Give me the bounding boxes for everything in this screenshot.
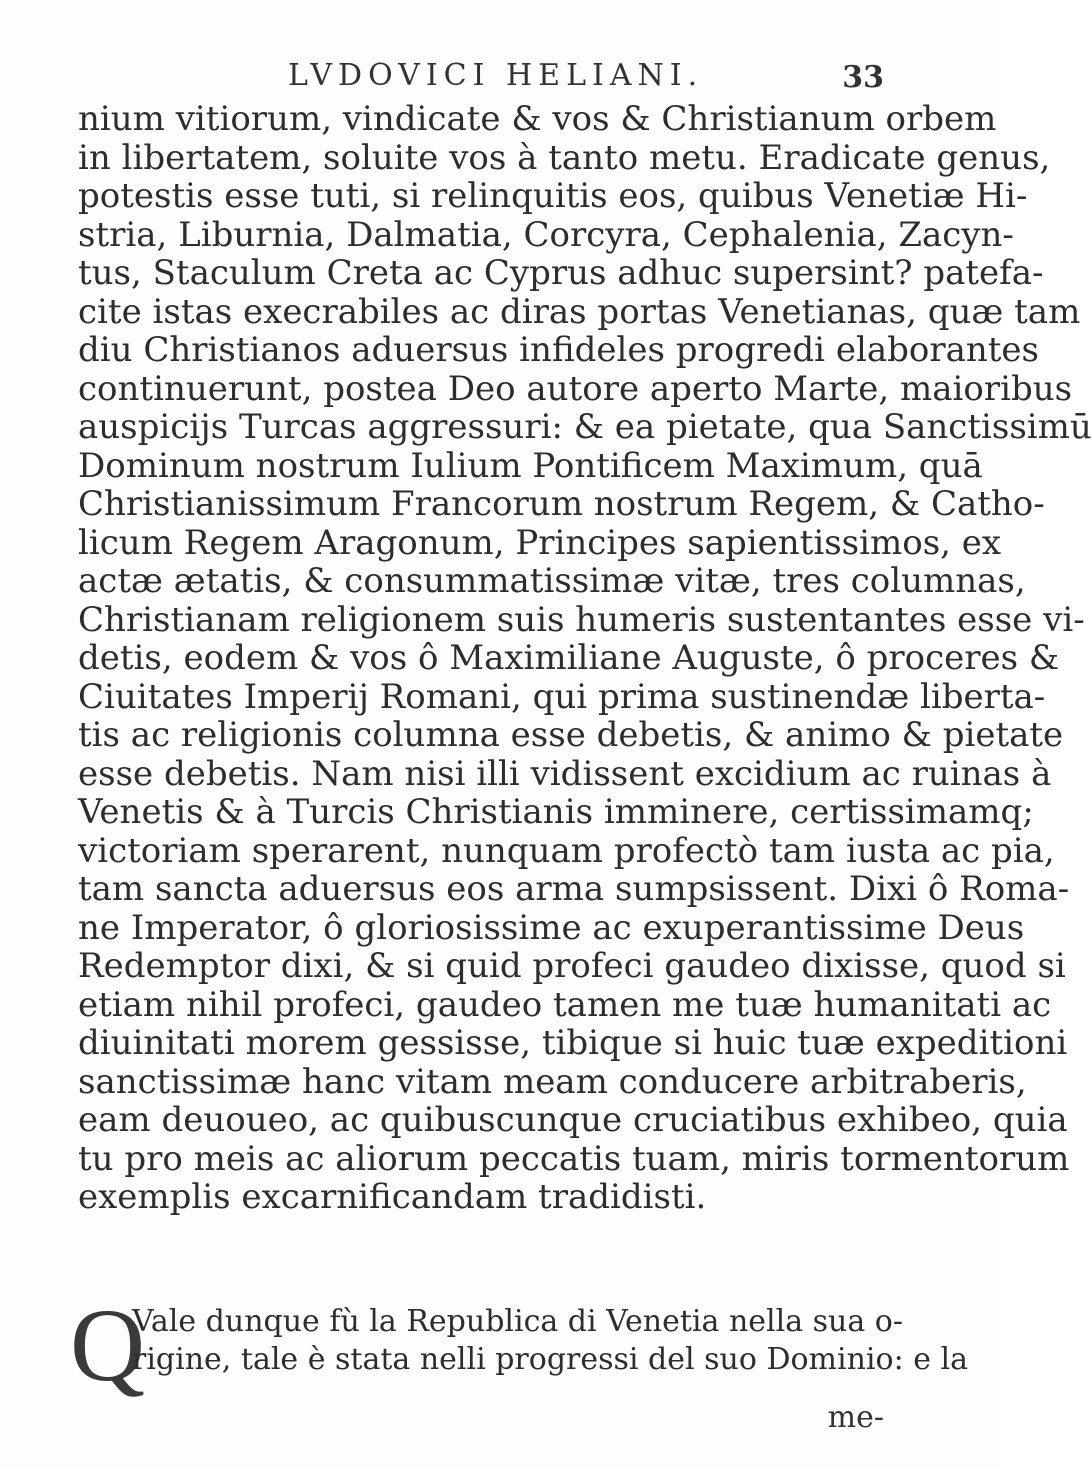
text-line: cite istas execrabiles ac diras portas Venetianas, quæ tam [78, 291, 1081, 332]
text-line: Christianam religionem suis humeris sustentantes esse vi- [78, 599, 1085, 640]
text-line: Vale dunque fù la Republica di Venetia nella sua o- [132, 1304, 903, 1339]
text-line: Ciuitates Imperij Romani, qui prima sustinendæ liberta- [78, 676, 1046, 717]
text-line: sanctissimæ hanc vitam meam conducere arbitraberis, [78, 1061, 1027, 1102]
page-header [78, 58, 884, 98]
text-line: tus, Staculum Creta ac Cyprus adhuc supersint? patefa- [78, 253, 1044, 293]
text-line: etiam nihil profeci, gaudeo tamen me tuæ humanitati ac [78, 984, 1052, 1025]
text-line: Redemptor dixi, & si quid profeci gaudeo dixisse, quod si [78, 946, 1066, 986]
latin-text-block [78, 99, 1092, 1217]
text-line: auspicijs Turcas aggressuri: & ea pietate, qua Sanctissimū [78, 407, 1092, 447]
text-line: continuerunt, postea Deo autore aperto Marte, maioribus [78, 368, 1073, 409]
italian-paragraph [70, 1288, 968, 1403]
text-line: tis ac religionis columna esse debetis, & animo & pietate [78, 715, 1064, 755]
text-line: esse debetis. Nam nisi illi vidissent excidium ac ruinas à [78, 753, 1052, 794]
text-line: eam deuoueo, ac quibuscunque cruciatibus exhibeo, quia [78, 1100, 1068, 1140]
page-number: 33 [842, 60, 884, 95]
text-line: ne Imperator, ô gloriosissime ac exuperantissime Deus [78, 907, 1025, 948]
drop-cap: Q [70, 1288, 146, 1403]
text-line: potestis esse tuti, si relinquitis eos, quibus Venetiæ Hi- [78, 176, 1028, 216]
text-line: Dominum nostrum Iulium Pontificem Maximum, quā [78, 445, 983, 486]
text-line: exemplis excarnificandam tradidisti. [78, 1177, 707, 1217]
text-line: diuinitati morem gessisse, tibique si huic tuæ expeditioni [78, 1023, 1068, 1063]
text-line: rigine, tale è stata nelli progressi del suo Dominio: e la [132, 1342, 968, 1377]
text-line: stria, Liburnia, Dalmatia, Corcyra, Cephalenia, Zacyn- [78, 214, 1014, 255]
catchword: me- [827, 1400, 884, 1435]
text-line: victoriam sperarent, nunquam profectò tam iusta ac pia, [78, 830, 1055, 871]
text-line: in libertatem, soluite vos à tanto metu. Eradicate genus, [78, 137, 1051, 178]
text-line: detis, eodem & vos ô Maximiliane Auguste, ô proceres & [78, 638, 1060, 678]
text-line: Venetis & à Turcis Christianis imminere, certissimamq; [78, 792, 1034, 832]
running-head: LVDOVICI HELIANI. [288, 58, 704, 93]
text-line: tam sancta aduersus eos arma sumpsissent. Dixi ô Roma- [78, 869, 1070, 909]
text-line: tu pro meis ac aliorum peccatis tuam, miris tormentorum [78, 1138, 1070, 1179]
text-line: diu Christianos aduersus infideles progredi elaborantes [78, 330, 1039, 370]
text-line: actæ ætatis, & consummatissimæ vitæ, tres columnas, [78, 561, 1026, 601]
text-line: licum Regem Aragonum, Principes sapientissimos, ex [78, 522, 1002, 563]
text-line: Christianissimum Francorum nostrum Regem, & Catho- [78, 484, 1045, 524]
text-line: nium vitiorum, vindicate & vos & Christianum orbem [78, 99, 997, 139]
